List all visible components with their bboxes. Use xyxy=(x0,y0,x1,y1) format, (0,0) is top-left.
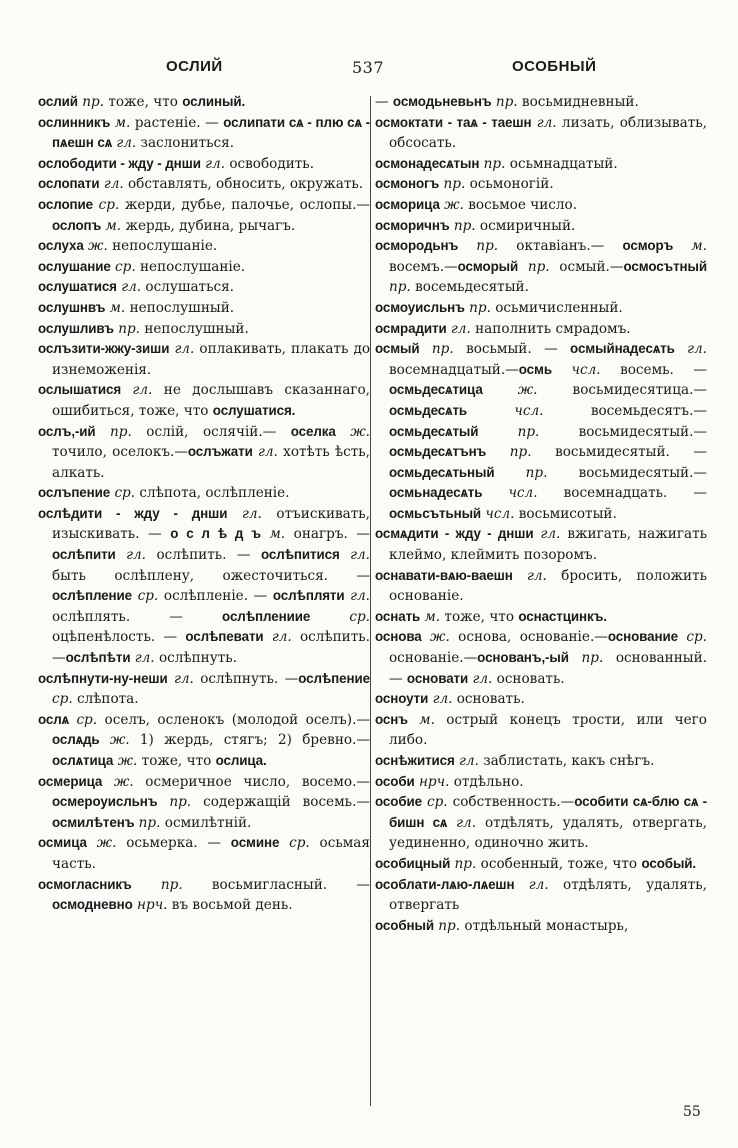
definition-text: октавіанъ.— xyxy=(498,238,623,255)
grammar-abbrev: гл. xyxy=(263,629,292,646)
definition-text: ослій, ослячій.— xyxy=(131,423,291,440)
definition-text: жерди, дубье, палочье, ослопы.— xyxy=(119,196,370,213)
definition-text: 1) жердь, стягъ; 2) бревно.— xyxy=(129,732,370,749)
definition-text: осмый.— xyxy=(549,258,624,275)
dictionary-entry xyxy=(38,195,370,236)
dictionary-entry xyxy=(38,298,370,319)
definition-text: содержащій восемь.— xyxy=(191,794,370,811)
definition-text: оселъ, осленокъ (молодой оселъ).— xyxy=(97,711,370,728)
definition-text: восьмидесятый.— xyxy=(539,423,707,440)
grammar-abbrev: ср. xyxy=(421,794,448,811)
definition-text: восьмисотый. xyxy=(514,505,617,522)
headword: ослѧдь xyxy=(52,732,100,748)
headword: осмьдесѧтънъ xyxy=(389,444,487,460)
grammar-abbrev: ср. xyxy=(52,691,73,708)
definition-text: заслониться. xyxy=(136,135,235,152)
headword: ослопати xyxy=(38,176,100,192)
headword: осмьдесѧтица xyxy=(389,382,483,398)
grammar-abbrev: гл. xyxy=(454,753,479,769)
grammar-abbrev: пр. xyxy=(494,464,548,481)
dictionary-entry xyxy=(38,422,370,484)
headword: ослопие xyxy=(38,196,94,212)
definition-text: осьмичисленный. xyxy=(490,299,623,316)
definition-text: тоже, что xyxy=(137,753,216,769)
grammar-abbrev: пр. xyxy=(449,217,476,234)
headword: осмый xyxy=(375,341,420,357)
headword: основание xyxy=(607,629,678,645)
grammar-abbrev: гл. xyxy=(339,547,371,564)
definition-text: отдѣльно. xyxy=(449,773,524,790)
grammar-abbrev: нрч. xyxy=(414,773,450,790)
dictionary-entry xyxy=(38,669,370,710)
dictionary-entry xyxy=(375,916,707,937)
dictionary-entry xyxy=(38,483,370,504)
headword: осморый xyxy=(457,258,519,274)
headword: оснастцинкъ. xyxy=(518,608,607,624)
definition-text: хотѣть ѣсть, алкать. xyxy=(52,444,370,481)
headword: основанъ,-ый xyxy=(477,650,569,666)
headword: ослопъ xyxy=(52,217,102,233)
headword: оснѣжитися xyxy=(375,753,455,768)
headword: оснавати-вѧю-ваешн xyxy=(375,567,513,583)
dictionary-entry xyxy=(38,380,370,421)
headword: ослъжати xyxy=(187,444,253,460)
headword: осмрадити xyxy=(375,320,447,336)
headword: особити сѧ-блю сѧ - бишн сѧ xyxy=(389,794,707,830)
headword: осмерица xyxy=(38,773,103,789)
dictionary-entry xyxy=(375,339,707,524)
definition-text: восьмый. — xyxy=(453,341,571,358)
definition-text: восьмигласный. — xyxy=(182,876,370,893)
headword: осмьнадесѧть xyxy=(389,485,483,501)
grammar-abbrev: гл. xyxy=(447,814,477,831)
grammar-abbrev: гл. xyxy=(446,320,471,337)
headword: осмьдесѧтьный xyxy=(389,464,495,480)
grammar-abbrev: гл. xyxy=(252,444,278,461)
grammar-abbrev: пр. xyxy=(419,341,454,358)
definition-text: восемь. — xyxy=(600,361,707,378)
headword: осмоуисльнъ xyxy=(375,299,465,315)
grammar-abbrev: м. xyxy=(673,238,707,255)
grammar-abbrev: пр. xyxy=(389,279,411,296)
definition-text: основа, основаніе.— xyxy=(449,629,608,646)
headword: осмодневно xyxy=(52,897,133,913)
grammar-abbrev: гл. xyxy=(116,279,142,296)
headword: основати xyxy=(406,670,469,686)
grammar-abbrev: гл. xyxy=(115,547,146,564)
grammar-abbrev: гл. xyxy=(344,588,370,605)
grammar-abbrev: ж. xyxy=(86,835,117,852)
definition-text: освободить. xyxy=(225,155,315,172)
headword: ослѧ xyxy=(38,711,70,727)
headword: осмодьневьнъ xyxy=(392,94,492,109)
dictionary-entry xyxy=(38,236,370,257)
grammar-abbrev: гл. xyxy=(167,670,194,687)
dictionary-entry xyxy=(375,566,707,607)
definition-text: ослѣпить. — xyxy=(146,547,261,564)
headword: ослѣпление xyxy=(52,588,132,604)
definition-text: тоже, что xyxy=(440,608,519,625)
headword: ослуха xyxy=(38,238,84,254)
headword: осморичнъ xyxy=(375,217,450,233)
headword: ослободити - жду - днши xyxy=(38,155,201,171)
headword: оселка xyxy=(290,423,336,439)
grammar-abbrev: ср. xyxy=(110,258,136,275)
grammar-abbrev: ср. xyxy=(110,485,136,502)
dictionary-entry xyxy=(375,154,707,175)
definition-text: ослѣпить. — xyxy=(52,629,370,667)
grammar-abbrev: ср. xyxy=(69,711,98,728)
definition-text: восемнадцать. — xyxy=(537,485,707,502)
definition-text: отдѣлять, удалять, отвергать xyxy=(389,876,708,914)
definition-text: собственность.— xyxy=(447,794,575,811)
headword: осмине xyxy=(230,835,280,851)
headword: осмьдесѧть xyxy=(389,402,468,418)
dictionary-entry xyxy=(375,298,707,319)
definition-text: осьмая часть. xyxy=(52,835,370,872)
definition-text: бросить, положить основаніе. xyxy=(389,567,708,605)
dictionary-entry xyxy=(375,113,707,154)
grammar-abbrev: ж. xyxy=(439,196,464,213)
dictionary-entry xyxy=(38,339,370,380)
headword: ослѣплениие xyxy=(222,608,311,624)
grammar-abbrev: пр. xyxy=(491,94,518,110)
dictionary-entry xyxy=(375,174,707,195)
grammar-abbrev: ж. xyxy=(421,629,450,646)
dictionary-entry xyxy=(38,504,370,669)
dictionary-entry xyxy=(38,154,370,175)
headword: особие xyxy=(375,794,422,810)
headword: оснать xyxy=(375,608,421,624)
definition-text: онагръ. — xyxy=(285,526,370,543)
headword: особый. xyxy=(641,855,697,871)
definition-text: основанный. — xyxy=(389,650,707,687)
headword: ослѧтица xyxy=(52,753,114,768)
dictionary-entry xyxy=(375,524,707,565)
dictionary-entry xyxy=(375,854,707,875)
dictionary-entry xyxy=(375,627,707,689)
dictionary-entry xyxy=(38,833,370,874)
definition-text: — xyxy=(375,94,393,110)
dictionary-entry xyxy=(375,319,707,340)
definition-text: осмилѣтній. xyxy=(160,814,252,831)
definition-text: осьмерка. — xyxy=(116,835,231,852)
headword: ослѣпити xyxy=(52,547,116,563)
grammar-abbrev: пр. xyxy=(113,320,140,337)
grammar-abbrev: пр. xyxy=(518,258,550,275)
headword: особлати-лѧю-лѧешн xyxy=(375,876,515,892)
headword: ослѣпитися xyxy=(260,547,340,563)
grammar-abbrev: пр. xyxy=(464,299,491,316)
grammar-abbrev: пр. xyxy=(486,444,532,461)
definition-text: ослѣпнуть. xyxy=(154,650,237,667)
headword: оснъ xyxy=(375,711,408,727)
definition-text: восьмое число. xyxy=(463,196,578,213)
grammar-abbrev: ж. xyxy=(113,753,138,769)
signature-mark: 55 xyxy=(683,1104,701,1120)
headword: осмилѣтенъ xyxy=(52,814,135,830)
headword: ослушатися. xyxy=(212,402,296,418)
definition-text: не дослышавъ сказаннаго, ошибиться, тоже, что xyxy=(52,382,370,419)
definition-text: тоже, что xyxy=(104,94,183,110)
headword: ослипати сѧ - плю сѧ - пѧешн сѧ xyxy=(52,114,371,151)
dictionary-entry xyxy=(375,875,707,916)
grammar-abbrev: гл. xyxy=(200,155,226,172)
headword: осмоногъ xyxy=(375,176,440,192)
definition-text: основаніе.— xyxy=(389,650,478,667)
grammar-abbrev: ж. xyxy=(482,382,538,399)
grammar-abbrev: пр. xyxy=(478,423,540,440)
grammar-abbrev: пр. xyxy=(433,917,461,934)
headword: ослушатися xyxy=(38,279,117,295)
dictionary-entry xyxy=(375,92,707,113)
headword: ослѣпнути-ну-неши xyxy=(38,670,168,686)
grammar-abbrev: пр. xyxy=(479,155,506,172)
grammar-abbrev: гл. xyxy=(531,114,557,131)
dictionary-entry xyxy=(38,772,370,834)
dictionary-entry xyxy=(38,710,370,772)
definition-text: слѣпота. xyxy=(72,691,139,708)
definition-text: непослушаніе. xyxy=(135,258,246,275)
headword: осморъ xyxy=(622,238,674,254)
dictionary-entry xyxy=(38,92,370,113)
grammar-abbrev: пр. xyxy=(439,176,466,193)
left-column xyxy=(38,92,370,916)
dictionary-entry xyxy=(375,236,707,298)
headword: ослъ,-ий xyxy=(38,423,96,439)
headword: ослиный. xyxy=(182,94,246,109)
headword: осноути xyxy=(375,691,429,707)
definition-text: непослушаніе. xyxy=(107,238,218,255)
dictionary-entry xyxy=(375,195,707,216)
grammar-abbrev: ж. xyxy=(99,732,130,749)
headword: ослышатися xyxy=(38,382,122,398)
definition-text: осьмнадцатый. xyxy=(505,155,618,172)
definition-text: ослѣпленіе. — xyxy=(158,588,273,605)
definition-text: слѣпота, ослѣпленіе. xyxy=(135,485,290,502)
column-divider xyxy=(370,96,371,1106)
headword: осмогласникъ xyxy=(38,876,132,892)
dictionary-entry xyxy=(375,751,707,772)
grammar-abbrev: гл. xyxy=(468,670,493,687)
headword: осмѧдити - жду - днши xyxy=(375,526,534,542)
headword: осмородьнъ xyxy=(375,238,459,254)
grammar-abbrev: гл. xyxy=(514,876,549,893)
headword: основа xyxy=(375,629,422,645)
dictionary-entry xyxy=(38,277,370,298)
definition-text: отъискивать, изыскивать. — xyxy=(52,505,371,543)
definition-text: растеніе. — xyxy=(130,114,224,131)
dictionary-entry xyxy=(38,875,370,916)
definition-text: восемьдесятъ.— xyxy=(543,402,707,419)
definition-text: отдѣлять, удалять, отвергать, уединенно, одиночно жить. xyxy=(389,814,707,852)
headword: осмонадесѧтын xyxy=(375,155,480,171)
headword: особицный xyxy=(375,855,451,871)
headword: особный xyxy=(375,917,434,933)
definition-text: восемьдесятый. xyxy=(410,279,529,296)
definition-text: восьмидневный. xyxy=(517,94,639,110)
headword: ослушнвъ xyxy=(38,299,106,315)
grammar-abbrev: пр. xyxy=(77,94,105,110)
grammar-abbrev: пр. xyxy=(157,794,192,811)
dictionary-entry xyxy=(375,772,707,793)
definition-text: острый конецъ трости, или чего либо. xyxy=(389,711,707,749)
headword: осмероуисльнъ xyxy=(52,794,158,810)
grammar-abbrev: пр. xyxy=(450,855,477,872)
headword: ослѣпляти xyxy=(272,588,345,604)
grammar-abbrev: м. xyxy=(105,299,126,316)
definition-text: оцѣпенѣлость. — xyxy=(52,629,186,646)
definition-text: наполнить смрадомъ. xyxy=(470,320,631,337)
definition-text: отдѣльный монастырь, xyxy=(460,917,629,934)
headword: осмьдесѧтый xyxy=(389,423,479,439)
grammar-abbrev: чсл. xyxy=(551,361,601,378)
header-guide-word-right: ОСОБНЫЙ xyxy=(512,58,597,75)
page-header xyxy=(0,58,738,86)
definition-text: особенный, тоже, что xyxy=(476,855,642,872)
headword: осмоктати - таѧ - таешн xyxy=(375,114,532,130)
definition-text: осьмоногій. xyxy=(465,176,554,193)
grammar-abbrev: гл. xyxy=(112,135,137,152)
grammar-abbrev: гл. xyxy=(121,382,153,399)
grammar-abbrev: пр. xyxy=(458,238,499,255)
definition-text: непослушный. xyxy=(125,299,235,316)
headword: ослинникъ xyxy=(38,114,111,130)
grammar-abbrev: пр. xyxy=(131,876,183,893)
definition-text: осмиричный. xyxy=(475,217,576,234)
grammar-abbrev: ср. xyxy=(93,196,120,213)
definition-text: восьмидесятица.— xyxy=(537,382,707,399)
grammar-abbrev: гл. xyxy=(428,691,453,708)
headword: ослѣпѣти xyxy=(65,650,131,666)
page-number: 537 xyxy=(352,58,385,77)
grammar-abbrev: чсл. xyxy=(481,505,515,522)
grammar-abbrev: м. xyxy=(101,217,122,234)
grammar-abbrev: гл. xyxy=(512,567,547,584)
definition-text: непослушный. xyxy=(140,320,249,337)
grammar-abbrev: гл. xyxy=(169,341,195,358)
dictionary-entry xyxy=(375,607,707,628)
headword: осмьсътьный xyxy=(389,505,482,521)
headword: осмь xyxy=(518,361,552,377)
definition-text: основать. xyxy=(452,691,525,708)
dictionary-entry xyxy=(375,710,707,751)
definition-text: оплакивать, плакать до изнеможенія. xyxy=(52,341,370,378)
grammar-abbrev: пр. xyxy=(95,423,132,440)
grammar-abbrev: пр. xyxy=(568,650,604,667)
headword: ослѣпение xyxy=(298,670,370,686)
dictionary-entry xyxy=(38,174,370,195)
header-guide-word-left: ОСЛИЙ xyxy=(166,58,223,75)
grammar-abbrev: ср. xyxy=(310,608,370,625)
headword: ослѣдити - жду - днши xyxy=(38,505,228,521)
definition-text: обставлять, обносить, окружать. xyxy=(123,176,364,193)
definition-text: жердь, дубина, рычагъ. xyxy=(121,217,296,234)
definition-text: восьмидесятый. — xyxy=(531,444,707,461)
grammar-abbrev: м. xyxy=(110,114,131,131)
grammar-abbrev: ж. xyxy=(83,238,108,255)
grammar-abbrev: гл. xyxy=(674,341,707,358)
grammar-abbrev: гл. xyxy=(227,505,262,522)
headword: ослушливъ xyxy=(38,320,114,336)
dictionary-entry xyxy=(38,319,370,340)
grammar-abbrev: ср. xyxy=(132,588,159,605)
dictionary-entry xyxy=(38,257,370,278)
definition-text: ослѣпнуть. — xyxy=(193,670,299,687)
grammar-abbrev: нрч. xyxy=(132,897,168,914)
dictionary-entry xyxy=(375,216,707,237)
grammar-abbrev: гл. xyxy=(99,176,124,193)
dictionary-entry xyxy=(375,689,707,710)
definition-text: осмеричное число, восемо.— xyxy=(133,773,370,790)
definition-text: ослѣплять. — xyxy=(52,608,223,625)
definition-text: въ восьмой день. xyxy=(167,897,293,914)
headword: осмица xyxy=(38,835,87,851)
definition-text: восемнадцатый.— xyxy=(389,361,519,378)
dictionary-entry xyxy=(38,113,370,154)
definition-text: точило, оселокъ.— xyxy=(52,444,188,461)
headword: ослушание xyxy=(38,258,111,274)
right-column xyxy=(375,92,707,936)
headword: осморица xyxy=(375,196,440,212)
definition-text: вжигать, нажигать клеймо, клеймить позоромъ. xyxy=(389,526,707,564)
grammar-abbrev: ср. xyxy=(677,629,707,646)
headword: осмыйнадесѧть xyxy=(570,341,675,357)
headword: ослъпение xyxy=(38,485,111,501)
dictionary-entry xyxy=(375,792,707,854)
definition-text: восемъ.— xyxy=(389,258,458,275)
definition-text: лизать, облизывать, обсосать. xyxy=(389,114,707,152)
headword: ослѣпевати xyxy=(185,629,264,645)
grammar-abbrev: м. xyxy=(260,526,286,543)
grammar-abbrev: м. xyxy=(420,608,441,625)
grammar-abbrev: м. xyxy=(407,711,435,728)
grammar-abbrev: пр. xyxy=(134,814,161,831)
headword: осмосътный xyxy=(623,258,707,274)
headword: особи xyxy=(375,773,415,789)
grammar-abbrev: чсл. xyxy=(467,402,544,419)
definition-text: восьмидесятый.— xyxy=(547,464,707,481)
headword: ослица. xyxy=(215,753,267,768)
definition-text: заблистать, какъ снѣгъ. xyxy=(478,753,655,769)
grammar-abbrev: чсл. xyxy=(482,485,538,502)
definition-text: основать. xyxy=(492,670,565,687)
grammar-abbrev: ж. xyxy=(335,423,370,440)
grammar-abbrev: гл. xyxy=(533,526,561,543)
grammar-abbrev: ср. xyxy=(279,835,310,852)
headword: ослъзити-жжу-зиши xyxy=(38,341,170,357)
headword: о с л ѣ д ъ xyxy=(170,526,261,542)
definition-text: ослушаться. xyxy=(141,279,234,296)
definition-text: быть ослѣплену, ожесточиться. — xyxy=(52,567,370,584)
grammar-abbrev: ж. xyxy=(102,773,134,790)
grammar-abbrev: гл. xyxy=(130,650,155,667)
headword: ослий xyxy=(38,94,78,109)
